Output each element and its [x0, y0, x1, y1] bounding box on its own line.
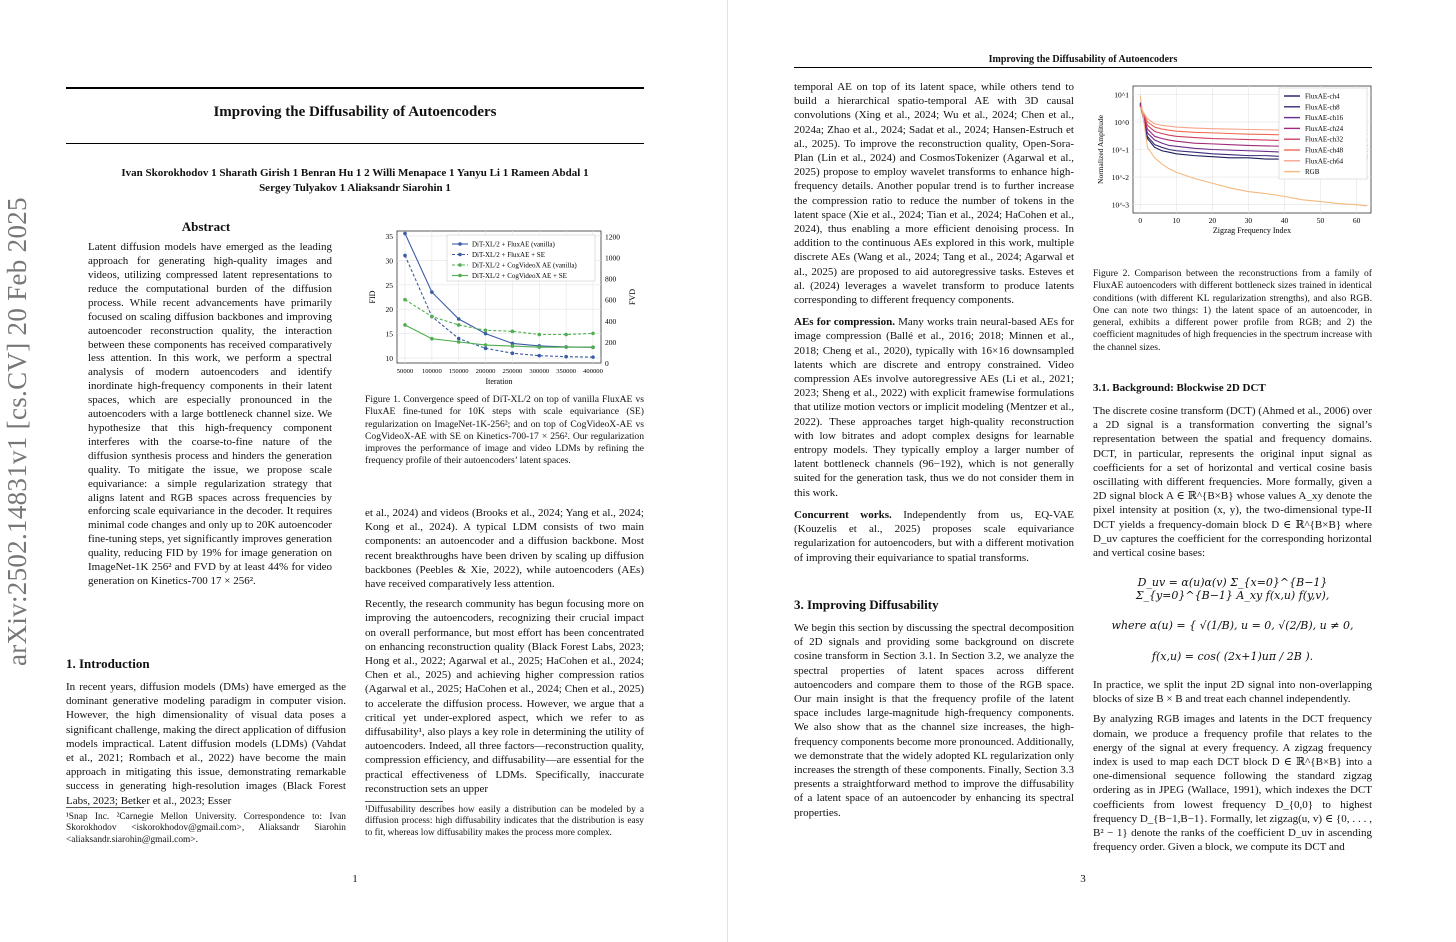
authors-line-2: Sergey Tulyakov 1 Aliaksandr Siarohin 1 — [259, 182, 451, 194]
ae-compression-text: Many works train neural-based AEs for image compression (Ballé et al., 2016; 2018; Minnen et al., 2018; Cheng et al., 2020), typically with 16×16 downsampled latents which are discrete and entropy constrained. Video compression AEs involve autoregressive AEs (Li et al., 2021; 2023; Sheng et al., 2022) with explicit framewise formulations that utilize motion vectors or implicit modeling (Mentzer et al., 2022). These approaches target high-quality reconstruction with low bitrates and adopt complex designs for learnable entropy models. They typically employ a larger number of latent bottleneck channels (96−192), which is not generally suited for the generation task, thus we do not consider them in this work. — [794, 316, 1074, 499]
page-number-3: 3 — [1080, 873, 1086, 885]
fig2-y-axis-label: Normalized Amplitude — [1096, 115, 1105, 184]
fig1-data-point — [564, 345, 568, 349]
figure-1-caption: Figure 1. Convergence speed of DiT-XL/2 on top of vanilla FluxAE vs FluxAE fine-tuned for 10K steps with scale equivariance (SE) regularization on ImageNet-1K-256²; and on top of CogVideoX-AE vs CogVideoX-AE with SE on Kinetics-700-17 × 256². Our regularization improves the performance of image and video LDMs by refining the frequency profile of their autoencoders’ latent spaces. — [365, 394, 644, 467]
figure-2-caption: Figure 2. Comparison between the reconstructions from a family of FluxAE autoencoders with different bottleneck sizes trained in identical conditions (with different KL regularization strengths), and also RGB. One can note two things: 1) the latent space of an autoencoder, in general, exhibits a different power profile from RGB; and 2) the coefficient magnitudes of high frequencies in the spectrum increase with the channel sizes. — [1093, 268, 1372, 353]
fig1-y-axis-label: FID — [368, 290, 377, 304]
fig1-legend-label: DiT-XL/2 + FluxAE (vanilla) — [472, 240, 555, 249]
fig1-y2-tick-label: 200 — [605, 337, 617, 347]
fig1-data-point — [403, 298, 407, 302]
fig1-data-point — [591, 345, 595, 349]
fig1-data-point — [403, 254, 407, 258]
fig2-x-tick-label: 0 — [1138, 216, 1143, 225]
fig2-legend-box — [1279, 88, 1367, 179]
fig1-x-tick-label: 200000 — [475, 368, 496, 375]
running-head-rule — [794, 67, 1372, 68]
fig2-x-tick-label: 20 — [1208, 216, 1217, 225]
fig1-x-tick-label: 100000 — [421, 368, 442, 375]
fig1-y2-tick-label: 0 — [605, 359, 609, 368]
fig2-x-axis-label: Zigzag Frequency Index — [1212, 226, 1292, 235]
fig1-data-point — [457, 340, 461, 344]
page1-left-column — [66, 220, 346, 589]
fig1-data-point — [511, 351, 515, 355]
fig1-x-tick-label: 400000 — [583, 368, 603, 375]
section-3-paragraph: We begin this section by discussing the spectral decomposition of 2D signals and providing some background on discrete cosine transform in Section 3.1. In Section 3.2, we analyze the spectral properties of latent spaces across different autoencoders and compare them to those of the RGB space. Our main insight is that the frequency profile of the latent space includes large-magnitude high-frequency components. We also show that as the channel size increases, the high-frequency components become more pronounced. Additionally, we demonstrate that the widely adopted KL regularization only increases the strength of these components. Finally, Section 3.3 presents a straightforward method to improve the diffusability of a latent space of an autoencoder by enhancing its spectral properties. — [794, 622, 1074, 819]
intro-text-block — [66, 680, 346, 814]
research-community-paragraph: Recently, the research community has begun focusing more on improving the autoencoders, recognizing their crucial impact on overall performance, but most effort has been concentrated on enhancing reconstruction quality (Black Forest Labs, 2023; Hong et al., 2022; Agarwal et al., 2025; HaCohen et al., 2024; Chen et al., 2025) and achieving higher compression ratios (Agarwal et al., 2025; HaCohen et al., 2024; Chen et al., 2025) to accelerate the diffusion process. However, we argue that a critical yet under-explored aspect, which we refer to as diffusability¹, also plays a key role in determining the utility of autoencoders. Indeed, all three factors—reconstruction quality, compression efficiency, and diffusability—are essential for the practical effectiveness of LDMs. Specifically, inaccurate reconstruction sets an upper — [365, 598, 644, 795]
intro-paragraph: In recent years, diffusion models (DMs) have emerged as the dominant generative modeling paradigm in computer vision. However, the high dimensionality of visual data poses a significant challenge, making the direct application of diffusion models impractical. Latent diffusion models (LDMs) (Vahdat et al., 2021; Rombach et al., 2022) have become the main approach in mitigating this issue, demonstrating remarkable success in generating high-resolution images (Black Forest Labs, 2023; Betker et al., 2023; Esser — [66, 681, 346, 807]
ae-compression-paragraph — [794, 315, 1074, 500]
f-equation: f(x,u) = cos( (2x+1)uπ / 2B ). — [1151, 650, 1314, 663]
fig2-y-tick-label: 10^-2 — [1111, 173, 1129, 183]
fig2-x-tick-label: 60 — [1352, 216, 1361, 225]
fig2-legend-label: FluxAE-ch64 — [1305, 157, 1344, 166]
fig1-y-tick-label: 10 — [385, 354, 393, 364]
arxiv-stamp[interactable]: arXiv:2502.14831v1 [cs.CV] 20 Feb 2025 — [2, 197, 32, 666]
fig1-legend-label: DiT-XL/2 + CogVideoX AE + SE — [472, 272, 567, 280]
abstract-text: Latent diffusion models have emerged as the leading approach for generating high-quality images and videos, utilizing compressed latent representations to reduce the computational burden of the diffusion process. While recent advancements have primarily focused on scaling diffusion backbones and improving autoencoder reconstruction quality, the interaction between these components has received comparatively less attention. In this work, we perform a spectral analysis of modern autoencoders and identify inordinate high-frequency components in their latent spaces, which are especially pronounced in the autoencoders with a large bottleneck channel size. We hypothesize that this high-frequency component interferes with the coarse-to-fine nature of the diffusion synthesis process and hinders the generation quality. To mitigate the issue, we propose scale equivariance: a simple regularization strategy that aligns latent and RGB spaces across frequencies by enforcing scale equivariance in the decoder. It requires minimal code changes and only up to 20K autoencoder fine-tuning steps, yet significantly improves generation quality, reducing FID by 19% for image generation on ImageNet-1K 256² and FVD by at least 44% for video generation on Kinetics-700 17 × 256². — [88, 241, 332, 587]
page-3 — [728, 0, 1456, 942]
fig2-x-tick-label: 30 — [1244, 216, 1253, 225]
fig1-data-point — [403, 232, 407, 236]
fig1-data-point — [511, 344, 515, 348]
title-bottom-rule — [66, 143, 644, 144]
fig2-legend-label: RGB — [1305, 168, 1320, 177]
page3-left-column — [794, 80, 1074, 571]
fig1-legend-label: DiT-XL/2 + FluxAE + SE — [472, 251, 545, 259]
frequency-profile-paragraph: By analyzing RGB images and latents in the DCT frequency domain, we produce a frequency profile that relates to the energy of the signal at every frequency. A zigzag frequency index is used to map each DCT block D ∈ ℝ^{B×B} into a one-dimensional sequence following the standard zigzag ordering as in JPEG (Wallace, 1991), which indexes the DCT coefficients from lowest frequency D_{0,0} to highest frequency D_{B−1,B−1}. Formally, let zigzag(u, v) ∈ {0, . . . , B² − 1} denote the ranks of the coefficient D_uv in ascending frequency order. Given a block, we compute its DCT and — [1093, 713, 1372, 854]
dct-paragraph: The discrete cosine transform (DCT) (Ahmed et al., 2006) over a 2D signal is a transformation converting the signal’s representation between the spatial and frequency domains. DCT, in particular, represents the original input signal as coefficients for a set of horizontal and vertical cosine basis oscillating with different frequencies. More formally, given a 2D signal block A ∈ ℝ^{B×B} whose values A_xy denote the pixel intensity at position (x, y), the two-dimensional type-II DCT yields a frequency-domain block D ∈ ℝ^{B×B} where D_uv captures the coefficient for the corresponding horizontal and vertical cosine bases: — [1093, 405, 1372, 560]
ae-compression-title: AEs for compression. — [794, 316, 895, 329]
figure-2-chart — [1093, 80, 1375, 245]
dct-equation: D_uv = α(u)α(v) Σ_{x=0}^{B−1} Σ_{y=0}^{B−1} A_xy f(x,u) f(y,v), — [1135, 576, 1330, 602]
figure-1-chart — [363, 225, 643, 390]
fig1-x-tick-label: 250000 — [502, 368, 523, 375]
concurrent-works-text: Independently from us, EQ-VAE (Kouzelis et al., 2025) proposes scale equivariance regularization for autoencoders, but with a different motivation of improving their equivariance to spatial transforms. — [794, 508, 1075, 564]
fig1-data-point — [537, 345, 541, 349]
fig2-legend-label: FluxAE-ch16 — [1305, 114, 1344, 123]
fig2-legend-label: FluxAE-ch24 — [1305, 124, 1344, 133]
fig1-y2-tick-label: 400 — [605, 316, 617, 326]
fig1-data-point — [430, 337, 434, 341]
fig2-x-tick-label: 10 — [1172, 216, 1181, 225]
concurrent-works-title: Concurrent works. — [794, 508, 892, 521]
related-work-paragraph: temporal AE on top of its latent space, while others tend to build a hierarchical spatio-temporal AE with 3D causal convolutions (Xing et al., 2024; Wu et al., 2024; Chen et al., 2024a; Zhao et al., 2024; Sadat et al., 2024; Hansen-Estruch et al., 2025). To improve the reconstruction quality, Open-Sora-Plan (Lin et al., 2024) and CosmosTokenizer (Agarwal et al., 2025) propose to employ wavelet transforms to enhance high-frequency details. Another popular trend is to further increase the compression ratio to reduce the number of tokens in the latent space (Xie et al., 2024; Tian et al., 2024; HaCohen et al., 2024), thus enabling a more efficient denoising process. In addition to the continuous AEs explored in this work, multiple discrete AEs (Wang et al., 2024; Tang et al., 2024; Agarwal et al., 2025) are proposed to aid autoregressive tasks. Esteves et al. (2024) leverages a wavelet transform to produce latents corresponding to different frequency components. — [794, 81, 1074, 307]
fig1-data-point — [403, 323, 407, 327]
fig1-legend-marker — [458, 274, 462, 278]
fig1-x-tick-label: 150000 — [448, 368, 469, 375]
fig1-x-axis-label: Iteration — [485, 377, 513, 386]
fig2-y-tick-label: 10^1 — [1114, 90, 1129, 100]
affiliation-footnote: ¹Snap Inc. ²Carnegie Mellon University. Correspondence to: Ivan Skorokhodov <iskorokhodov@gmail.com>, Aliaksandr Siarohin <aliaksandr.siarohin@gmail.com>. — [66, 812, 346, 845]
fig1-y2-tick-label: 800 — [605, 274, 617, 284]
fig1-x-tick-label: 350000 — [556, 368, 577, 375]
abstract-title: Abstract — [181, 219, 231, 234]
section-3-heading: 3. Improving Diffusability — [794, 597, 939, 612]
fig2-legend-label: FluxAE-ch8 — [1305, 103, 1340, 112]
alpha-equation: where α(u) = { √(1/B), u = 0, √(2/B), u ≠ 0, — [1111, 619, 1354, 632]
page1-right-column — [365, 506, 644, 802]
section-31-text-block — [1093, 404, 1372, 566]
fig1-legend-label: DiT-XL/2 + CogVideoX AE (vanilla) — [472, 261, 577, 270]
fig1-data-point — [484, 343, 488, 347]
fig2-legend-label: FluxAE-ch32 — [1305, 135, 1344, 144]
intro-continuation-paragraph: et al., 2024) and videos (Brooks et al., 2024; Yang et al., 2024; Kong et al., 2024). A typical LDM consists of two main components: an autoencoder and a diffusion backbone. Most recent breakthroughs have been driven by scaling up diffusion backbones (Peebles & Xie, 2022), while autoencoders (AEs) have received comparatively less attention. — [365, 507, 644, 591]
fig2-y-tick-label: 10^0 — [1114, 117, 1129, 127]
section-3-text-block — [794, 621, 1074, 826]
intro-heading: 1. Introduction — [66, 656, 150, 671]
fig1-data-point — [430, 290, 434, 294]
fig2-plot-group — [1096, 86, 1371, 235]
fig1-data-point — [457, 323, 461, 327]
paper-title: Improving the Diffusability of Autoencoders — [213, 104, 497, 120]
section-31-heading: 3.1. Background: Blockwise 2D DCT — [1093, 382, 1266, 394]
fig1-data-point — [591, 332, 595, 336]
title-top-rule — [66, 87, 644, 89]
fig1-legend-marker — [458, 263, 462, 267]
fig1-data-point — [591, 355, 595, 359]
fig1-y-tick-label: 30 — [385, 256, 393, 266]
fig1-data-point — [564, 355, 568, 359]
fig2-y-tick-label: 10^-3 — [1111, 200, 1129, 210]
fig1-y-tick-label: 25 — [385, 280, 393, 290]
fig1-legend-marker — [458, 253, 462, 257]
fig2-x-tick-label: 50 — [1316, 216, 1325, 225]
footnote-rule-right — [365, 801, 443, 802]
fig1-y-tick-label: 35 — [385, 231, 393, 241]
fig1-data-point — [457, 317, 461, 321]
fig1-x-tick-label: 50000 — [396, 368, 414, 375]
fig1-y2-tick-label: 1000 — [605, 253, 620, 263]
fig2-legend-label: FluxAE-ch4 — [1305, 92, 1340, 101]
fig1-y-tick-label: 20 — [385, 305, 393, 315]
fig1-data-point — [457, 337, 461, 341]
fig2-y-tick-label: 10^-1 — [1111, 145, 1129, 155]
blocks-paragraph: In practice, we split the input 2D signal into non-overlapping blocks of size B × B and treat each channel independently. — [1093, 679, 1372, 706]
page-number-1: 1 — [352, 873, 358, 885]
fig1-data-point — [511, 330, 515, 334]
fig1-data-point — [564, 333, 568, 337]
fig1-data-point — [484, 328, 488, 332]
running-head: Improving the Diffusability of Autoencoders — [988, 54, 1178, 65]
fig1-data-point — [430, 315, 434, 319]
fig1-plot-group — [368, 231, 637, 386]
fig1-y2-tick-label: 1200 — [605, 232, 620, 242]
fig1-data-point — [484, 347, 488, 351]
fig2-legend-label: FluxAE-ch48 — [1305, 146, 1344, 155]
fig1-data-point — [484, 332, 488, 336]
fig2-x-tick-label: 40 — [1280, 216, 1289, 225]
diffusability-footnote: ¹Diffusability describes how easily a distribution can be modeled by a diffusion process: high diffusability indicates that the distribution is easy to fit, whereas low diffusability makes the process more complex. — [365, 805, 644, 838]
authors-line-1: Ivan Skorokhodov 1 Sharath Girish 1 Benran Hu 1 2 Willi Menapace 1 Yanyu Li 1 Rameen Abdal 1 — [121, 167, 589, 179]
fig1-x-tick-label: 300000 — [529, 368, 550, 375]
fig1-data-point — [537, 333, 541, 337]
fig1-y2-axis-label: FVD — [628, 288, 637, 306]
section-31-text-block-2 — [1093, 678, 1372, 860]
fig1-y2-tick-label: 600 — [605, 295, 617, 305]
footnote-rule-left — [66, 807, 144, 808]
concurrent-works-paragraph — [794, 508, 1074, 565]
fig1-legend-marker — [458, 242, 462, 246]
fig1-data-point — [537, 354, 541, 358]
fig1-y-tick-label: 15 — [385, 329, 393, 339]
